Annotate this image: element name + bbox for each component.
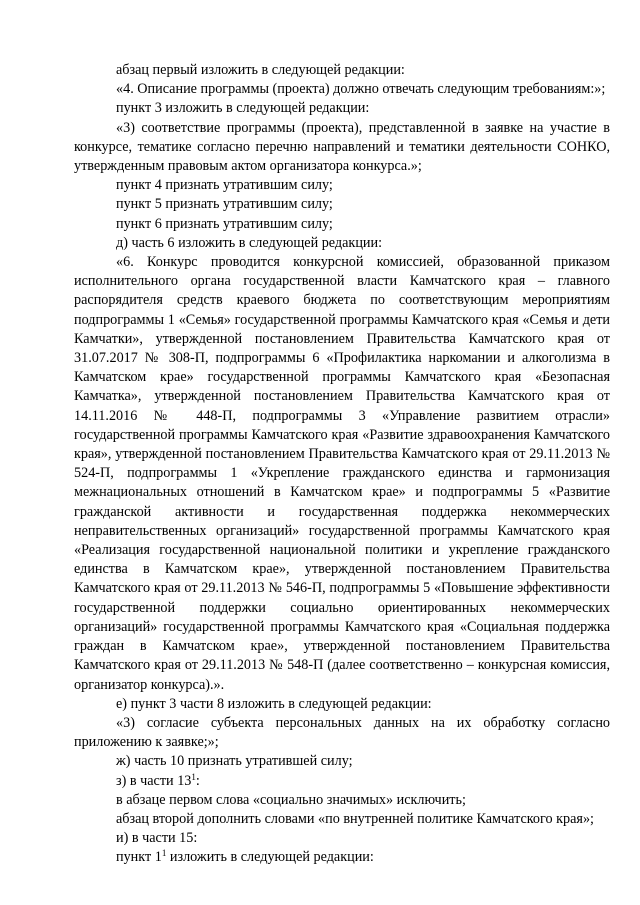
paragraph: «3) соответствие программы (проекта), представленной в заявке на участие в конкурсе, тематике согласно перечню направлений и тематики деятельности СОНКО, утвержденным правовым актом организатора конкурса.»; [74,119,610,175]
superscript: 1 [161,848,167,859]
paragraph: в абзаце первом слова «социально значимых» исключить; [116,791,466,808]
paragraph-text-after: : [195,772,200,789]
paragraph: абзац первый изложить в следующей редакции: [116,62,405,78]
paragraph: «4. Описание программы (проекта) должно отвечать следующим требованиям:»; [116,81,606,98]
paragraph [74,772,610,791]
paragraph: пункт 3 изложить в следующей редакции: [116,100,370,117]
paragraph: ж) часть 10 признать утратившей силу; [116,753,353,770]
document-page [74,61,610,868]
superscript: 1 [191,771,196,782]
paragraph: «3) согласие субъекта персональных данных на их обработку согласно приложению к заявке;»; [74,714,610,751]
paragraph: пункт 4 признать утратившим силу; [116,177,333,194]
paragraph-text-after: изложить в следующей редакции: [166,849,374,866]
paragraph: е) пункт 3 части 8 изложить в следующей редакции: [116,695,432,712]
paragraph: «6. Конкурс проводится конкурсной комиссией, образованной приказом исполнительного органа государственной власти Камчатского края – главного распорядителя средств краевого бюджета по соответствующим мероприятиям подпрограммы 1 «Семья» государственной программы Камчатского края «Семья и дети Камчатки», утвержденной постановлением Правительства Камчатского края от 31.07.2017 № 308-П, подпрограммы 6 «Профилактика наркомании и алкоголизма в Камчатском крае» государственной программы Камчатского края «Безопасная Камчатка», утвержденной постановлением Правительства Камчатского края от 14.11.2016 № 448-П, подпрограммы 3 «Управление развитием отрасли» государственной программы Камчатского края «Развитие здравоохранения Камчатского края», утвержденной постановлением Правительства Камчатского края от 29.11.2013 № 524-П, подпрограммы 1 «Укрепление гражданского единства и гармонизация межнациональных отношений в Камчатском крае» и подпрограммы 5 «Развитие гражданской активности и государственная поддержка некоммерческих неправительственных организаций» государственной программы Камчатского края «Реализация государственной национальной политики и укрепление гражданского единства в Камчатском крае», утвержденной постановлением Правительства Камчатского края от 29.11.2013 № 546-П, подпрограммы 5 «Повышение эффективности государственной поддержки социально ориентированных некоммерческих организаций» государственной программы Камчатского края «Социальная поддержка граждан в Камчатском крае», утвержденной постановлением Правительства Камчатского края от 29.11.2013 № 548-П (далее соответственно – конкурсная комиссия, организатор конкурса).». [74,254,610,693]
paragraph: д) часть 6 изложить в следующей редакции: [116,234,383,251]
paragraph: пункт 6 признать утратившим силу; [116,215,333,232]
paragraph-text: з) в части 13 [116,772,192,789]
paragraph [74,848,610,867]
paragraph: пункт 5 признать утратившим силу; [116,196,333,213]
paragraph-text: пункт 1 [116,849,162,866]
paragraph: абзац второй дополнить словами «по внутренней политике Камчатского края»; [116,810,594,827]
paragraph: и) в части 15: [116,830,198,847]
